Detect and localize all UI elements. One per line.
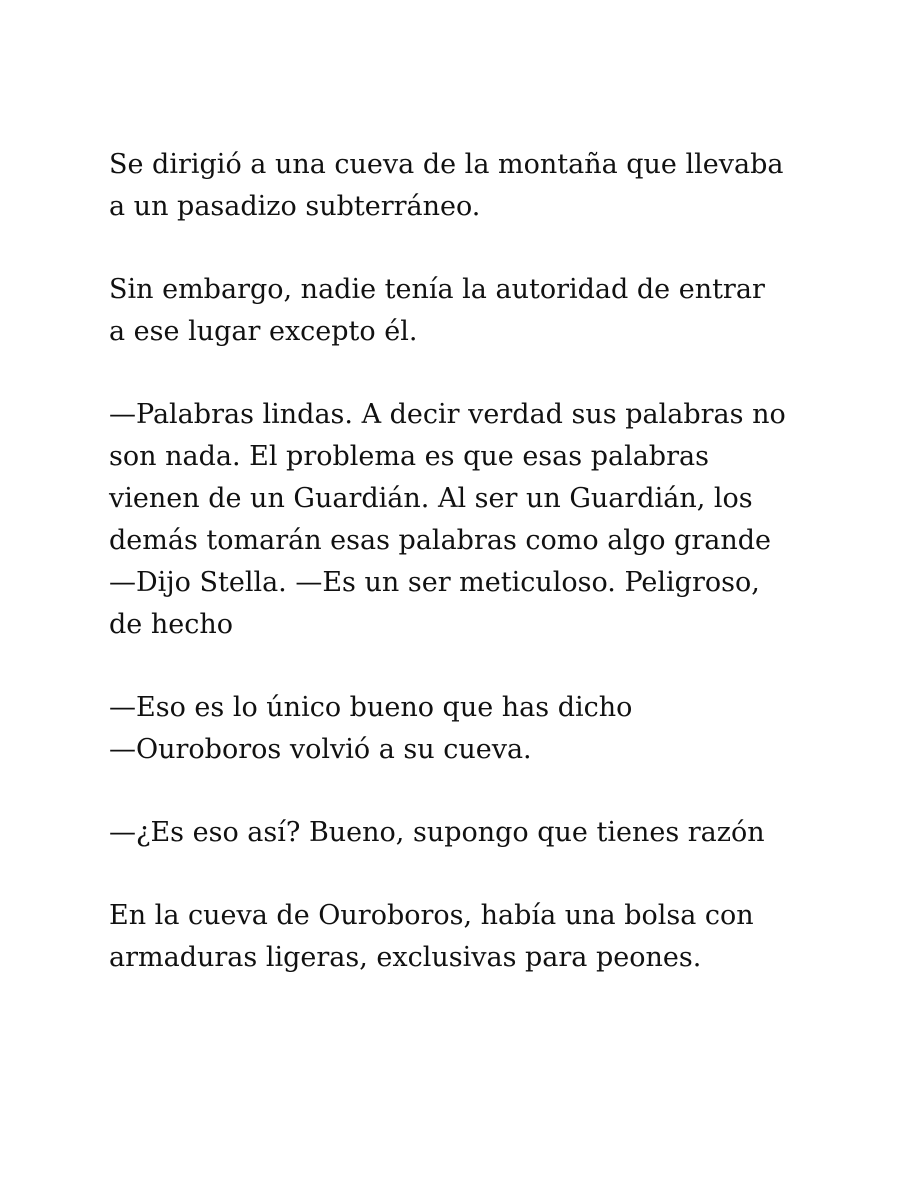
paragraph-1 [109,144,809,228]
text-line: Se dirigió a una cueva de la montaña que llevaba [109,149,784,180]
text-line: En la cueva de Ouroboros, había una bolsa con [109,900,754,931]
paragraph-4 [109,687,809,771]
text-line: —¿Es eso así? Bueno, supongo que tienes razón [109,817,765,848]
text-line: a ese lugar excepto él. [109,316,418,347]
text-line: —Dijo Stella. —Es un ser meticuloso. Peligroso, [109,567,760,598]
paragraph-3 [109,394,809,646]
paragraph-6 [109,895,809,979]
text-line: —Ouroboros volvió a su cueva. [109,734,532,765]
document-page [109,144,809,1020]
text-line: vienen de un Guardián. Al ser un Guardián, los [109,483,753,514]
text-line: son nada. El problema es que esas palabras [109,441,709,472]
text-line: armaduras ligeras, exclusivas para peones. [109,942,702,973]
paragraph-5 [109,812,809,854]
text-line: a un pasadizo subterráneo. [109,191,481,222]
text-line: —Eso es lo único bueno que has dicho [109,692,633,723]
text-line: de hecho [109,609,233,640]
paragraph-2 [109,269,809,353]
text-line: demás tomarán esas palabras como algo grande [109,525,772,556]
text-line: Sin embargo, nadie tenía la autoridad de entrar [109,274,765,305]
text-line: —Palabras lindas. A decir verdad sus palabras no [109,399,786,430]
